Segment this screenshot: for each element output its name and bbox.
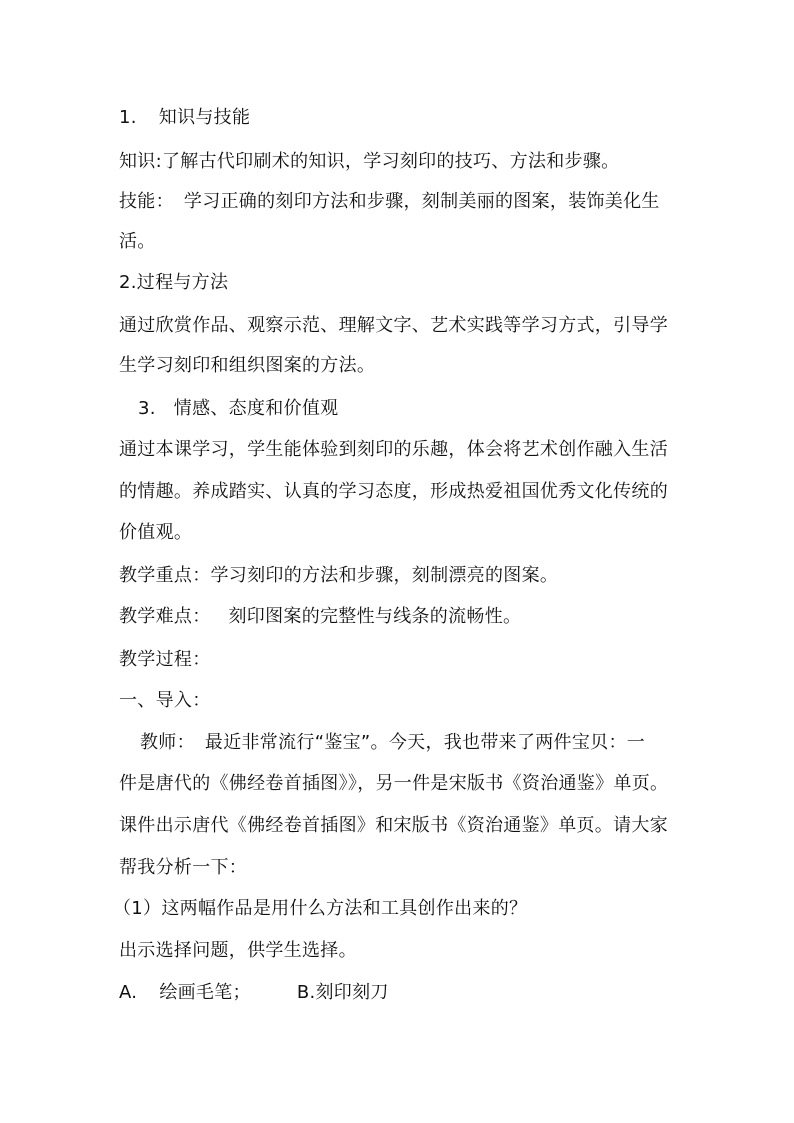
teacher-line-4: 帮我分析一下：	[119, 857, 248, 878]
section-1-heading	[119, 107, 679, 129]
intro-heading: 一、导入：	[119, 690, 211, 711]
skill-text: 学习正确的刻印方法和步骤，刻制美丽的图案，装饰美化生	[183, 191, 660, 212]
teacher-text-1: 最近非常流行“鉴宝”。今天，我也带来了两件宝贝：一	[204, 732, 646, 753]
section-2-text-line-1: 通过欣赏作品、观察示范、理解文字、艺术实践等学习方式，引导学	[119, 315, 668, 336]
difficulty-label: 教学难点：	[119, 606, 211, 627]
difficulty-text: 刻印图案的完整性与线条的流畅性。	[228, 606, 522, 627]
teacher-line-2: 件是唐代的《佛经卷首插图》》，另一件是宋版书《资治通鉴》单页。	[119, 773, 669, 794]
section-3-text-line-1: 通过本课学习，学生能体验到刻印的乐趣，体会将艺术创作融入生活	[119, 439, 668, 460]
option-a-text: 绘画毛笔；	[159, 982, 251, 1003]
section-1-title: 知识与技能	[158, 107, 251, 128]
section-3-number: 3.	[138, 398, 156, 419]
process-label: 教学过程：	[119, 649, 211, 670]
skill-paragraph-line-1	[119, 191, 679, 213]
section-1-number: 1.	[119, 107, 137, 128]
teacher-label: 教师：	[140, 732, 195, 753]
skill-label: 技能：	[119, 191, 174, 212]
key-point: 教学重点：学习刻印的方法和步骤，刻制漂亮的图案。	[119, 565, 559, 586]
options-line	[119, 982, 679, 1004]
section-2-heading: 2.过程与方法	[119, 272, 229, 293]
section-3-text-line-3: 价值观。	[119, 522, 193, 543]
option-b: B.刻印刻刀	[296, 982, 389, 1003]
section-3-title: 情感、态度和价值观	[173, 398, 339, 419]
choice-prompt: 出示选择问题，供学生选择。	[119, 940, 357, 961]
section-3-heading	[138, 398, 698, 420]
question-1: （1）这两幅作品是用什么方法和工具创作出来的？	[113, 898, 528, 919]
skill-paragraph-line-2: 活。	[119, 231, 156, 252]
knowledge-paragraph: 知识:了解古代印刷术的知识，学习刻印的技巧、方法和步骤。	[119, 151, 620, 172]
difficulty	[119, 606, 679, 628]
teacher-line-1	[140, 732, 700, 754]
teacher-line-3: 课件出示唐代《佛经卷首插图》和宋版书《资治通鉴》单页。请大家	[119, 815, 668, 836]
option-a-label: A.	[119, 982, 138, 1003]
section-2-text-line-2: 生学习刻印和组织图案的方法。	[119, 355, 376, 376]
section-3-text-line-2: 的情趣。养成踏实、认真的学习态度，形成热爱祖国优秀文化传统的	[119, 481, 668, 502]
